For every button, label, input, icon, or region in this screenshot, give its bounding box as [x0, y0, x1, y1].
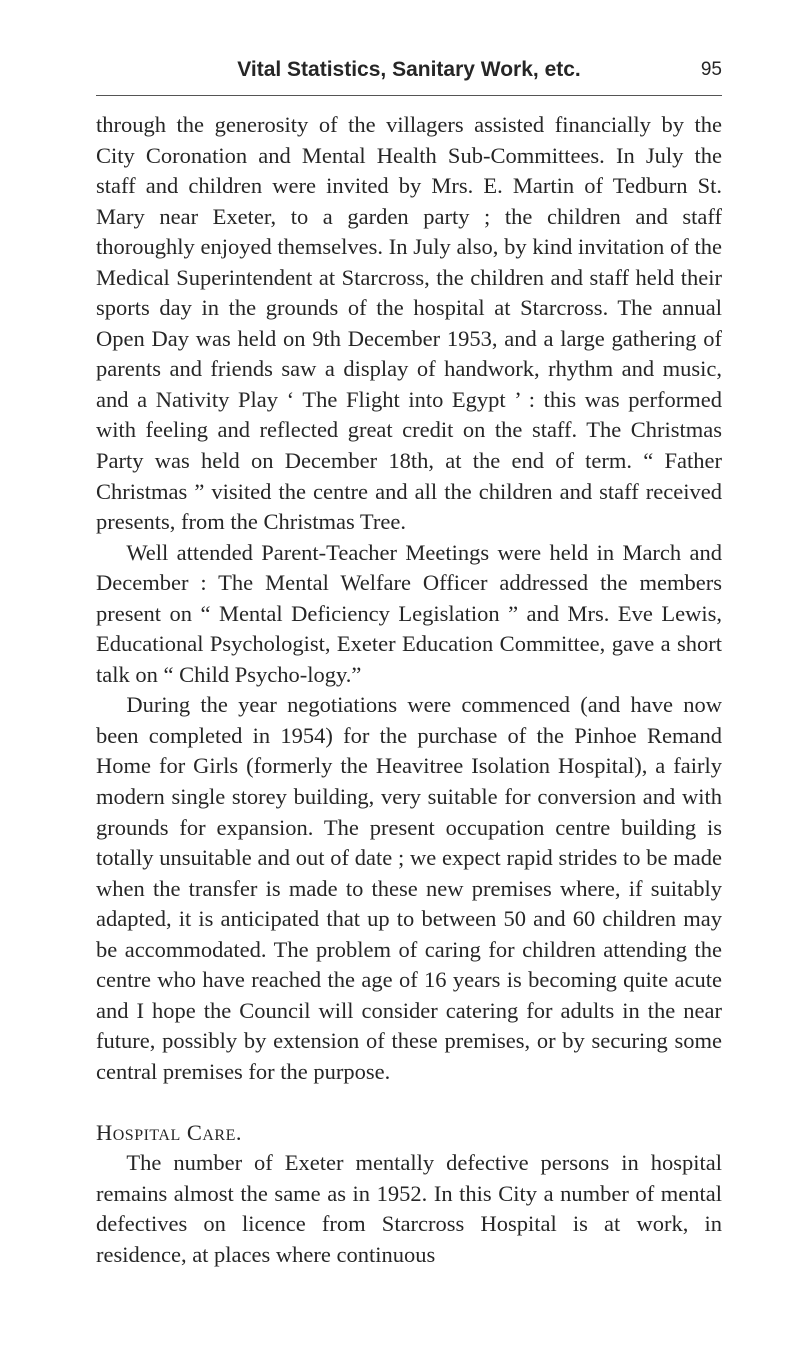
- section-spacer: [96, 1088, 722, 1118]
- paragraph-negotiations: During the year negotiations were commenced (and have now been completed in 1954) for the purchase of the Pinhoe Remand Home for Girls (formerly the Heavitree Isolation Hospital), a fairly modern single storey building, very suitable for conversion and with grounds for expansion. The present occupation centre building is totally unsuitable and out of date ; we expect rapid strides to be made when the transfer is made to these new premises where, if suitably adapted, it is anticipated that up to between 50 and 60 children may be accommodated. The problem of caring for children attending the centre who have reached the age of 16 years is becoming quite acute and I hope the Council will consider catering for adults in the near future, possibly by extension of these premises, or by securing some central premises for the purpose.: [96, 692, 722, 1084]
- paragraph-parent-teacher-meetings: Well attended Parent-Teacher Meetings were held in March and December : The Mental Welfare Officer addressed the members present on “ Mental Deficiency Legislation ” and Mrs. Eve Lewis, Educational Psychologist, Exeter Education Committee, gave a short talk on “ Child Psycho-logy.”: [96, 539, 722, 687]
- paragraph-hospital-care: The number of Exeter mentally defective persons in hospital remains almost the same as in 1952. In this City a number of mental defectives on licence from Starcross Hospital is at work, in residence, at places where continuous: [96, 1150, 722, 1267]
- section-heading-hospital-care: Hospital Care.: [96, 1119, 243, 1145]
- page-number: 95: [700, 59, 722, 80]
- paragraph-continuation: through the generosity of the villagers assisted financially by the City Coronation and Mental Health Sub-Committees. In July the staff and children were invited by Mrs. E. Martin of Tedburn St. Mary near Exeter, to a garden party ; the children and staff thoroughly enjoyed themselves. In July also, by kind invitation of the Medical Superintendent at Starcross, the children and staff held their sports day in the grounds of the hospital at Starcross. The annual Open Day was held on 9th December 1953, and a large gathering of parents and friends saw a display of handwork, rhythm and music, and a Nativity Play ‘ The Flight into Egypt ’ : this was performed with feeling and reflected great credit on the staff. The Christmas Party was held on December 18th, at the end of term. “ Father Christmas ” visited the centre and all the children and staff received presents, from the Christmas Tree.: [96, 112, 722, 535]
- running-title: Vital Statistics, Sanitary Work, etc.: [237, 58, 581, 81]
- header-rule: [96, 95, 722, 96]
- body-text: [96, 110, 722, 1270]
- running-head: [96, 58, 722, 88]
